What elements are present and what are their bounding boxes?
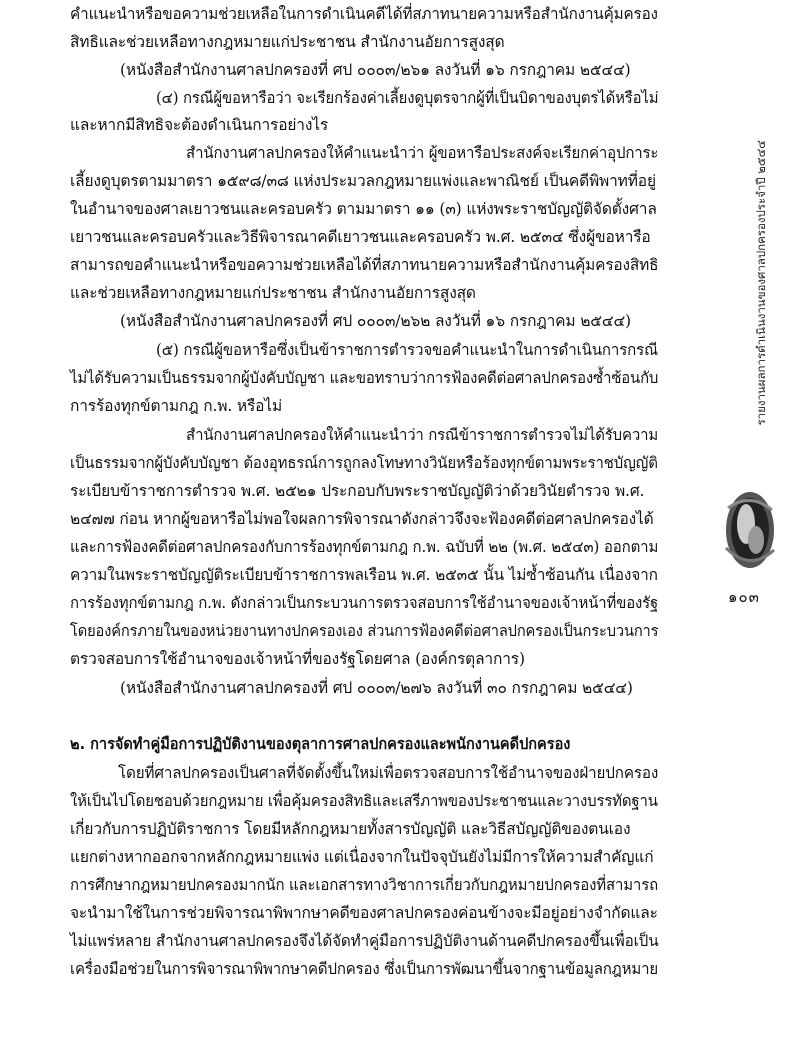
text-line: และการฟ้องคดีต่อศาลปกครองกับการร้องทุกข์ตามกฎ ก.พ. ฉบับที่ ๒๒ (พ.ศ. ๒๕๔๓) ออกตาม <box>70 538 659 556</box>
text-line: การศึกษากฎหมายปกครองมากนัก และเอกสารทางวิชาการเกี่ยวกับกฎหมายปกครองที่สามารถ <box>70 876 659 894</box>
text-line: โดยองค์กรภายในของหน่วยงานทางปกครองเอง ส่วนการฟ้องคดีต่อศาลปกครองเป็นกระบวนการ <box>70 622 659 640</box>
text-line: เครื่องมือช่วยในการพิจารณาพิพากษาคดีปกครอง ซึ่งเป็นการพัฒนาขึ้นจากฐานข้อมูลกฎหมาย <box>70 960 658 978</box>
text-line: ไม่ได้รับความเป็นธรรมจากผู้บังคับบัญชา และขอทราบว่าการฟ้องคดีต่อศาลปกครองซ้ำซ้อนกับ <box>70 369 659 387</box>
text-line: ในอำนาจของศาลเยาวชนและครอบครัว ตามมาตรา ๑๑ (๓) แห่งพระราชบัญญัติจัดตั้งศาล <box>70 200 657 218</box>
text-line: ให้เป็นไปโดยชอบด้วยกฎหมาย เพื่อคุ้มครองสิทธิและเสรีภาพของประชาชนและวางบรรทัดฐาน <box>70 792 658 810</box>
text-line: จะนำมาใช้ในการช่วยพิจารณาพิพากษาคดีของศาลปกครองค่อนข้างจะมีอยู่อย่างจำกัดและ <box>70 904 658 922</box>
text-line: สำนักงานศาลปกครองให้คำแนะนำว่า กรณีข้าราชการตำรวจไม่ได้รับความ <box>186 426 659 444</box>
text-line: เยาวชนและครอบครัวและวิธีพิจารณาคดีเยาวชนและครอบครัว พ.ศ. ๒๕๓๔ ซึ่งผู้ขอหารือ <box>70 228 651 246</box>
text-line: และช่วยเหลือทางกฎหมายแก่ประชาชน สำนักงานอัยการสูงสุด <box>70 284 476 302</box>
text-line: แยกต่างหากออกจากหลักกฎหมายแพ่ง แต่เนื่องจากในปัจจุบันยังไม่มีการให้ความสำคัญแก่ <box>70 848 654 866</box>
text-line: ไม่แพร่หลาย สำนักงานศาลปกครองจึงได้จัดทำคู่มือการปฏิบัติงานด้านคดีปกครองขึ้นเพื่อเป็น <box>70 932 659 950</box>
text-line: (๕) กรณีผู้ขอหารือซึ่งเป็นข้าราชการตำรวจขอคำแนะนำในการดำเนินการกรณี <box>156 341 658 359</box>
text-line: (๔) กรณีผู้ขอหารือว่า จะเรียกร้องค่าเลี้ยงดูบุตรจากผู้ที่เป็นบิดาของบุตรได้หรือไม่ <box>156 89 659 107</box>
text-line: ตรวจสอบการใช้อำนาจของเจ้าหน้าที่ของรัฐโดยศาล (องค์กรตุลาการ) <box>70 650 525 668</box>
section-heading: ๒. การจัดทำคู่มือการปฏิบัติงานของตุลาการศาลปกครองและพนักงานคดีปกครอง <box>70 735 571 753</box>
text-line: เลี้ยงดูบุตรตามมาตรา ๑๕๙๘/๓๘ แห่งประมวลกฎหมายแพ่งและพาณิชย์ เป็นคดีพิพาทที่อยู่ <box>70 172 656 190</box>
text-line: สำนักงานศาลปกครองให้คำแนะนำว่า ผู้ขอหารือประสงค์จะเรียกค่าอุปการะ <box>186 144 659 162</box>
text-line: การร้องทุกข์ตามกฎ ก.พ. หรือไม่ <box>70 397 283 415</box>
text-line: ความในพระราชบัญญัติระเบียบข้าราชการพลเรือน พ.ศ. ๒๕๓๕ นั้น ไม่ซ้ำซ้อนกัน เนื่องจาก <box>70 566 658 584</box>
text-line: ๒๔๗๗ ก่อน หากผู้ขอหารือไม่พอใจผลการพิจารณาดังกล่าวจึงจะฟ้องคดีต่อศาลปกครองได้ <box>70 510 654 528</box>
text-line: โดยที่ศาลปกครองเป็นศาลที่จัดตั้งขึ้นใหม่เพื่อตรวจสอบการใช้อำนาจของฝ่ายปกครอง <box>118 764 659 782</box>
text-line: เกี่ยวกับการปฏิบัติราชการ โดยมีหลักกฎหมายทั้งสารบัญญัติ และวิธีสบัญญัติของตนเอง <box>70 820 631 838</box>
text-line: (หนังสือสำนักงานศาลปกครองที่ ศป ๐๐๐๓/๒๖๑ ลงวันที่ ๑๖ กรกฎาคม ๒๕๔๔) <box>120 61 631 79</box>
page-number: ๑๐๓ <box>728 588 760 606</box>
text-line: และหากมีสิทธิจะต้องดำเนินการอย่างไร <box>70 116 329 134</box>
text-line: (หนังสือสำนักงานศาลปกครองที่ ศป ๐๐๐๓/๒๖๒ ลงวันที่ ๑๖ กรกฎาคม ๒๕๔๔) <box>120 312 631 330</box>
text-line: สามารถขอคำแนะนำหรือขอความช่วยเหลือได้ที่สภาทนายความหรือสำนักงานคุ้มครองสิทธิ <box>70 256 659 274</box>
text-line: สิทธิและช่วยเหลือทางกฎหมายแก่ประชาชน สำนักงานอัยการสูงสุด <box>70 33 505 51</box>
court-emblem-icon <box>720 488 778 572</box>
side-running-title: รายงานผลการดำเนินงานของศาลปกครองประจำปี ๒๕๔๔ <box>754 140 768 426</box>
text-line: คำแนะนำหรือขอความช่วยเหลือในการดำเนินคดีได้ที่สภาทนายความหรือสำนักงานคุ้มครอง <box>70 5 658 23</box>
text-line: การร้องทุกข์ตามกฎ ก.พ. ดังกล่าวเป็นกระบวนการตรวจสอบการใช้อำนาจของเจ้าหน้าที่ของรัฐ <box>70 594 659 612</box>
text-line: เป็นธรรมจากผู้บังคับบัญชา ต้องอุทธรณ์การถูกลงโทษทางวินัยหรือร้องทุกข์ตามพระราชบัญญัติ <box>70 454 658 472</box>
text-line: (หนังสือสำนักงานศาลปกครองที่ ศป ๐๐๐๓/๒๗๖ ลงวันที่ ๓๐ กรกฎาคม ๒๕๔๔) <box>120 679 633 697</box>
text-line: ระเบียบข้าราชการตำรวจ พ.ศ. ๒๕๒๑ ประกอบกับพระราชบัญญัติว่าด้วยวินัยตำรวจ พ.ศ. <box>70 482 645 500</box>
